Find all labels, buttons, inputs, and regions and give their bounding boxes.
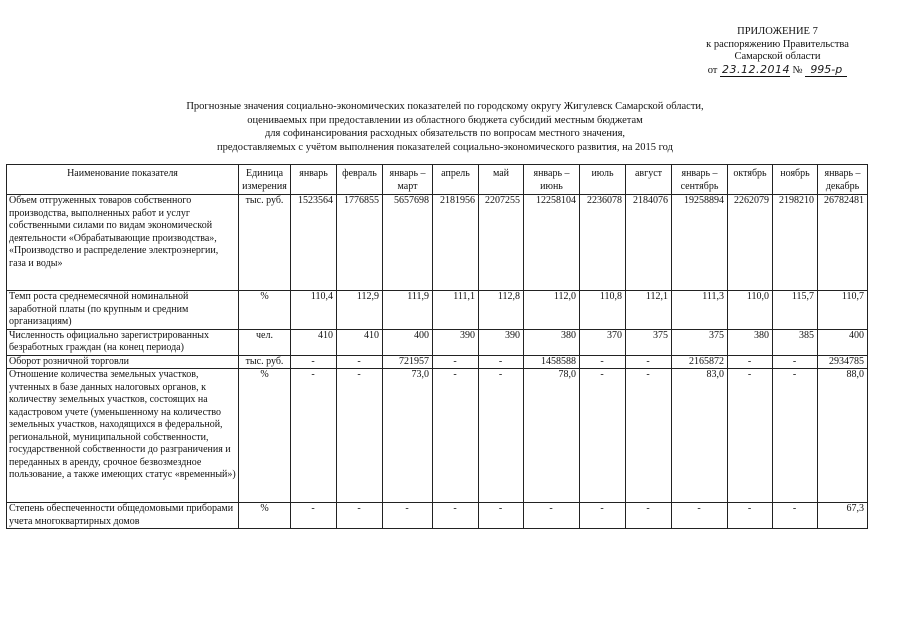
value-cell: - xyxy=(626,355,672,369)
value-cell: 110,8 xyxy=(580,291,626,330)
value-cell: 2181956 xyxy=(433,195,479,291)
value-cell: - xyxy=(773,369,818,503)
value-cell: - xyxy=(728,369,773,503)
header-may: май xyxy=(479,165,524,195)
indicator-name: Темп роста среднемесячной номинальной заработной платы (по крупным и средним организациям) xyxy=(7,291,239,330)
value-cell: - xyxy=(337,355,383,369)
value-cell: 380 xyxy=(728,329,773,355)
unit-cell: тыс. руб. xyxy=(239,355,291,369)
value-cell: 112,1 xyxy=(626,291,672,330)
value-cell: - xyxy=(626,503,672,529)
value-cell: 1776855 xyxy=(337,195,383,291)
header-oct: октябрь xyxy=(728,165,773,195)
value-cell: - xyxy=(291,355,337,369)
value-cell: 5657698 xyxy=(383,195,433,291)
header-apr: апрель xyxy=(433,165,479,195)
appendix-line-2: Самарской области xyxy=(734,51,821,62)
unit-cell: % xyxy=(239,503,291,529)
value-cell: 2184076 xyxy=(626,195,672,291)
value-cell: 112,9 xyxy=(337,291,383,330)
value-cell: 110,7 xyxy=(818,291,868,330)
unit-cell: % xyxy=(239,291,291,330)
appendix-block xyxy=(660,26,895,77)
value-cell: 12258104 xyxy=(524,195,580,291)
value-cell: 78,0 xyxy=(524,369,580,503)
header-jan-jun: январь – июнь xyxy=(524,165,580,195)
header-indicator: Наименование показателя xyxy=(7,165,239,195)
value-cell: 2198210 xyxy=(773,195,818,291)
value-cell: - xyxy=(383,503,433,529)
value-cell: - xyxy=(524,503,580,529)
table-row xyxy=(7,329,868,355)
value-cell: - xyxy=(337,503,383,529)
value-cell: 112,0 xyxy=(524,291,580,330)
unit-cell: тыс. руб. xyxy=(239,195,291,291)
appendix-line-1: к распоряжению Правительства xyxy=(706,38,849,50)
handwritten-number: 995-р xyxy=(805,64,847,78)
value-cell: - xyxy=(773,503,818,529)
value-cell: - xyxy=(433,369,479,503)
value-cell: - xyxy=(580,369,626,503)
value-cell: 410 xyxy=(291,329,337,355)
value-cell: 375 xyxy=(626,329,672,355)
value-cell: 115,7 xyxy=(773,291,818,330)
value-cell: 110,0 xyxy=(728,291,773,330)
value-cell: 26782481 xyxy=(818,195,868,291)
indicator-name: Степень обеспеченности общедомовыми приборами учета многоквартирных домов xyxy=(7,503,239,529)
value-cell: 400 xyxy=(818,329,868,355)
value-cell: - xyxy=(728,355,773,369)
unit-cell: % xyxy=(239,369,291,503)
header-jan-sep: январь – сентябрь xyxy=(672,165,728,195)
value-cell: 400 xyxy=(383,329,433,355)
unit-cell: чел. xyxy=(239,329,291,355)
value-cell: 111,9 xyxy=(383,291,433,330)
from-label: от xyxy=(707,64,718,76)
header-feb: февраль xyxy=(337,165,383,195)
indicator-name: Объем отгруженных товаров собственного производства, выполненных работ и услуг собственными силами по видам экономической деятельности «Обрабатывающие производства», «Производство и распределение электроэнергии, газа и воды» xyxy=(7,195,239,291)
heading-line: предоставляемых с учётом выполнения показателей социально-экономического развития, на 2015 год xyxy=(217,141,673,153)
document-heading xyxy=(150,100,740,154)
value-cell: 390 xyxy=(479,329,524,355)
indicator-name: Отношение количества земельных участков, учтенных в базе данных налоговых органов, к количеству земельных участков, состоящих на кадастровом учете (уменьшенному на количество земельных участков, находящихся в федеральной, региональной, муниципальной собственности, государственной собственности до разграничения и переданных в аренду, срочное безвозмездное пользование, а также имеющих статус «временный») xyxy=(7,369,239,503)
value-cell: - xyxy=(626,369,672,503)
table-row xyxy=(7,291,868,330)
value-cell: - xyxy=(433,355,479,369)
value-cell: 83,0 xyxy=(672,369,728,503)
header-unit: Единица измерения xyxy=(239,165,291,195)
value-cell: 111,3 xyxy=(672,291,728,330)
header-jul: июль xyxy=(580,165,626,195)
appendix-signature-line xyxy=(660,64,895,78)
header-jan-dec: январь – декабрь xyxy=(818,165,868,195)
value-cell: 721957 xyxy=(383,355,433,369)
value-cell: - xyxy=(291,503,337,529)
value-cell: 370 xyxy=(580,329,626,355)
value-cell: - xyxy=(337,369,383,503)
value-cell: - xyxy=(672,503,728,529)
value-cell: 2262079 xyxy=(728,195,773,291)
value-cell: 375 xyxy=(672,329,728,355)
value-cell: 112,8 xyxy=(479,291,524,330)
value-cell: 88,0 xyxy=(818,369,868,503)
value-cell: 385 xyxy=(773,329,818,355)
appendix-title: ПРИЛОЖЕНИЕ 7 xyxy=(737,26,818,37)
value-cell: 110,4 xyxy=(291,291,337,330)
indicator-name: Численность официально зарегистрированных безработных граждан (на конец периода) xyxy=(7,329,239,355)
value-cell: 410 xyxy=(337,329,383,355)
value-cell: 390 xyxy=(433,329,479,355)
table-row xyxy=(7,355,868,369)
indicators-table xyxy=(6,164,868,529)
heading-line: Прогнозные значения социально-экономических показателей по городскому округу Жигулевск Самарской области, xyxy=(186,101,704,112)
value-cell: 380 xyxy=(524,329,580,355)
value-cell: 2236078 xyxy=(580,195,626,291)
value-cell: 1458588 xyxy=(524,355,580,369)
value-cell: 73,0 xyxy=(383,369,433,503)
value-cell: - xyxy=(728,503,773,529)
handwritten-date: 23.12.2014 xyxy=(722,62,790,76)
value-cell: 2934785 xyxy=(818,355,868,369)
table-row xyxy=(7,503,868,529)
value-cell: 67,3 xyxy=(818,503,868,529)
header-nov: ноябрь xyxy=(773,165,818,195)
header-jan-mar: январь – март xyxy=(383,165,433,195)
value-cell: - xyxy=(291,369,337,503)
value-cell: - xyxy=(433,503,479,529)
value-cell: - xyxy=(479,369,524,503)
heading-line: оцениваемых при предоставлении из областного бюджета субсидий местным бюджетам xyxy=(247,114,643,126)
table-header-row xyxy=(7,165,868,195)
value-cell: - xyxy=(479,503,524,529)
number-label: № xyxy=(792,64,803,76)
value-cell: 1523564 xyxy=(291,195,337,291)
heading-line: для софинансирования расходных обязательств по вопросам местного значения, xyxy=(264,128,626,139)
value-cell: - xyxy=(580,355,626,369)
value-cell: - xyxy=(773,355,818,369)
header-jan: январь xyxy=(291,165,337,195)
value-cell: 111,1 xyxy=(433,291,479,330)
value-cell: 2207255 xyxy=(479,195,524,291)
table-row xyxy=(7,369,868,503)
table-row xyxy=(7,195,868,291)
value-cell: 2165872 xyxy=(672,355,728,369)
value-cell: - xyxy=(479,355,524,369)
value-cell: - xyxy=(580,503,626,529)
indicator-name: Оборот розничной торговли xyxy=(7,355,239,369)
header-aug: август xyxy=(626,165,672,195)
value-cell: 19258894 xyxy=(672,195,728,291)
